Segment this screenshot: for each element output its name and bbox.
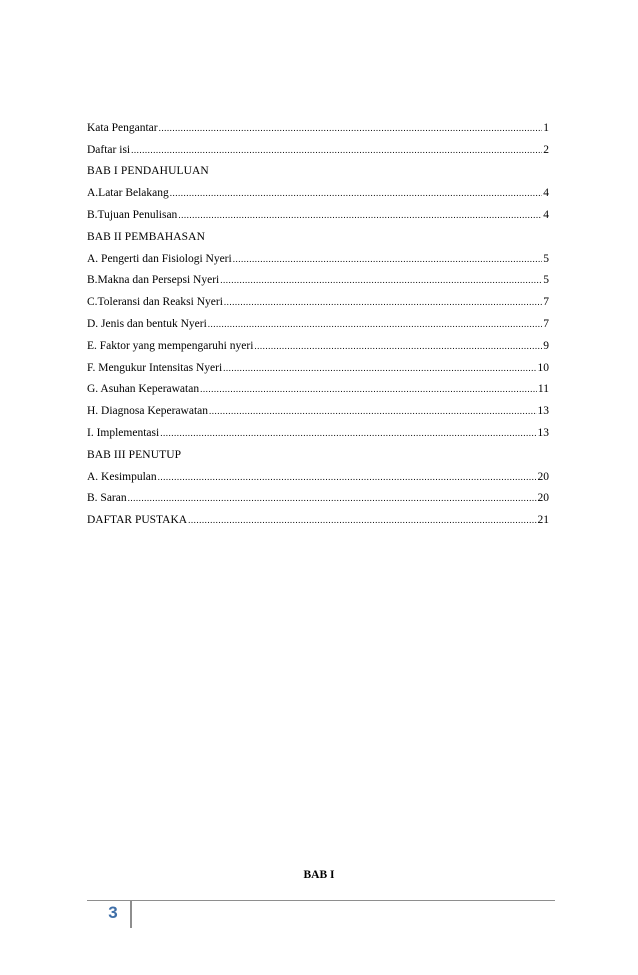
toc-entry-page: 13: [537, 405, 549, 418]
toc-entry-page: 21: [537, 514, 549, 527]
toc-entry-label: F. Mengukur Intensitas Nyeri: [87, 361, 223, 374]
toc-entry-page: 7: [543, 296, 549, 309]
toc-entry-page: 5: [543, 252, 549, 265]
toc-entry-tujuan-penulisan: [87, 200, 549, 222]
toc-entry-label: A. Kesimpulan: [87, 470, 157, 483]
dot-leader: [128, 492, 537, 505]
toc-entry-label: E. Faktor yang mempengaruhi nyeri: [87, 339, 254, 352]
toc-entry-page: 5: [543, 274, 549, 287]
footer-divider: [130, 900, 132, 928]
toc-entry-label: C.Toleransi dan Reaksi Nyeri: [87, 296, 223, 309]
toc-entry-jenis-bentuk: [87, 309, 549, 331]
toc-chapter-heading: [87, 440, 549, 462]
toc-entry-page: 1: [543, 121, 549, 134]
dot-leader: [188, 514, 536, 527]
toc-chapter-heading: [87, 222, 549, 244]
toc-entry-label: DAFTAR PUSTAKA: [87, 514, 188, 527]
toc-entry-label: Daftar isi: [87, 143, 131, 156]
toc-entry-implementasi: [87, 418, 549, 440]
dot-leader: [209, 405, 536, 418]
toc-entry-label: Kata Pengantar: [87, 121, 158, 134]
toc-entry-saran: [87, 484, 549, 506]
page-number: 3: [108, 903, 118, 922]
dot-leader: [159, 122, 543, 135]
toc-entry-faktor: [87, 331, 549, 353]
toc-chapter-label: BAB I PENDAHULUAN: [87, 165, 209, 178]
dot-leader: [200, 383, 537, 396]
toc-entry-daftar-isi: [87, 135, 549, 157]
toc-entry-asuhan-keperawatan: [87, 375, 549, 397]
footer-rule: [87, 900, 555, 901]
toc-entry-label: A.Latar Belakang: [87, 187, 169, 200]
toc-entry-pengerti-fisiologi: [87, 244, 549, 266]
toc-entry-page: 11: [537, 383, 549, 396]
dot-leader: [160, 427, 536, 440]
dot-leader: [220, 274, 542, 287]
toc-entry-label: B.Tujuan Penulisan: [87, 208, 178, 221]
dot-leader: [158, 471, 537, 484]
toc-entry-page: 2: [543, 143, 549, 156]
toc-entry-label: I. Implementasi: [87, 426, 160, 439]
toc-entry-page: 7: [543, 317, 549, 330]
toc-entry-label: H. Diagnosa Keperawatan: [87, 405, 209, 418]
toc-entry-diagnosa-keperawatan: [87, 396, 549, 418]
toc-entry-makna-persepsi: [87, 266, 549, 288]
toc-entry-label: A. Pengerti dan Fisiologi Nyeri: [87, 252, 232, 265]
dot-leader: [223, 362, 536, 375]
toc-entry-label: B. Saran: [87, 492, 127, 505]
dot-leader: [233, 253, 543, 266]
toc-entry-page: 9: [543, 339, 549, 352]
dot-leader: [170, 187, 543, 200]
toc-entry-page: 4: [543, 187, 549, 200]
toc-chapter-label: BAB III PENUTUP: [87, 448, 182, 461]
toc-entry-page: 10: [537, 361, 549, 374]
dot-leader: [131, 144, 542, 157]
toc-entry-toleransi-reaksi: [87, 287, 549, 309]
toc-chapter-label: BAB II PEMBAHASAN: [87, 230, 205, 243]
toc-entry-page: 4: [543, 208, 549, 221]
toc-entry-daftar-pustaka: [87, 505, 549, 527]
dot-leader: [178, 209, 542, 222]
toc-entry-page: 13: [537, 426, 549, 439]
toc-entry-label: G. Asuhan Keperawatan: [87, 383, 200, 396]
toc-entry-kesimpulan: [87, 462, 549, 484]
dot-leader: [254, 340, 542, 353]
dot-leader: [208, 318, 542, 331]
toc-entry-label: D. Jenis dan bentuk Nyeri: [87, 317, 207, 330]
dot-leader: [224, 296, 542, 309]
toc-entry-page: 20: [537, 470, 549, 483]
toc-entry-label: B.Makna dan Persepsi Nyeri: [87, 274, 220, 287]
toc-chapter-heading: [87, 157, 549, 179]
chapter-heading: BAB I: [303, 869, 335, 881]
table-of-contents: [87, 113, 549, 527]
toc-entry-page: 20: [537, 492, 549, 505]
toc-entry-kata-pengantar: [87, 113, 549, 135]
toc-entry-mengukur-intensitas: [87, 353, 549, 375]
toc-entry-latar-belakang: [87, 178, 549, 200]
